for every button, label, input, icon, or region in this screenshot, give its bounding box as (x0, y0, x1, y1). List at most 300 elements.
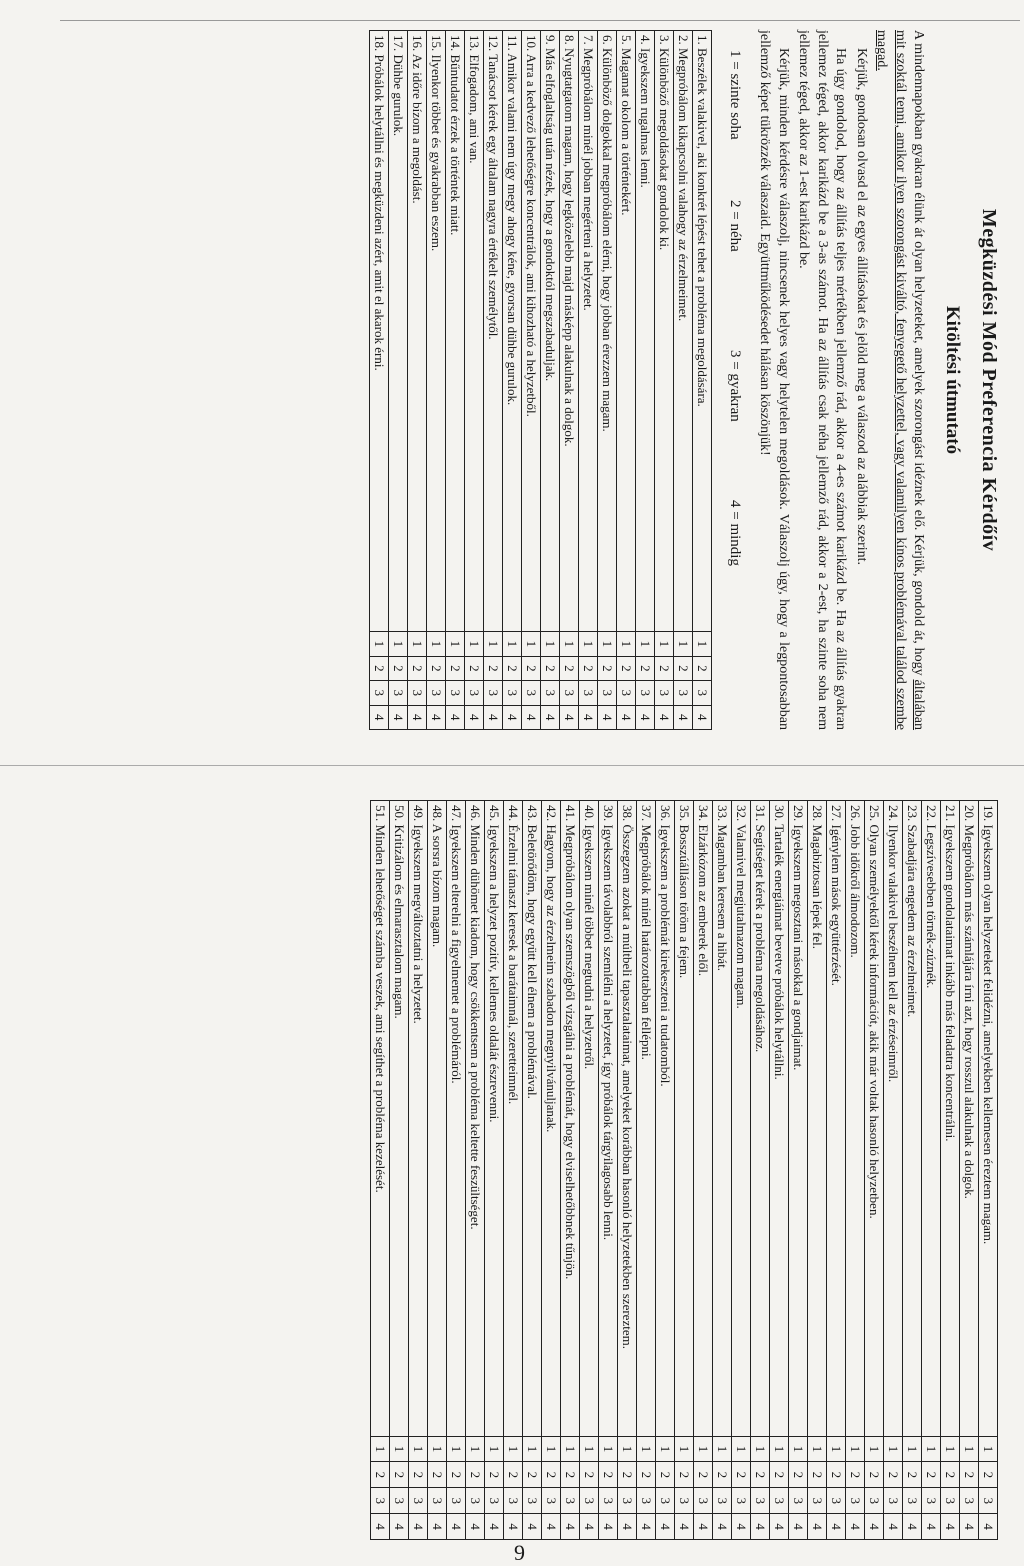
answer-option-3[interactable]: 3 (827, 1488, 846, 1514)
item-statement: 47. Igyekszem elterelni a figyelmemet a problémáról. (447, 801, 466, 1437)
answer-option-2[interactable]: 2 (635, 656, 654, 680)
answer-option-4[interactable]: 4 (466, 1514, 485, 1540)
table-row (694, 801, 713, 1540)
answer-option-1[interactable]: 1 (578, 632, 597, 656)
item-statement: 15. Ilyenkor többet és gyakrabban eszem. (426, 31, 445, 632)
item-statement: 40. Igyekszem minél többet megtudni a helyzetről. (580, 801, 599, 1437)
answer-option-3[interactable]: 3 (447, 1488, 466, 1514)
item-statement: 24. Ilyenkor valakivel beszélnem kell az érzéseimről. (884, 801, 903, 1437)
answer-option-4[interactable]: 4 (713, 1514, 732, 1540)
answer-option-1[interactable]: 1 (599, 1436, 618, 1462)
item-statement: 42. Hagyom, hogy az érzelmeim szabadon megnyilvánuljanak. (542, 801, 561, 1437)
scale-4: 4 = mindig (726, 500, 743, 566)
answer-option-2[interactable]: 2 (445, 656, 464, 680)
answer-option-4[interactable]: 4 (692, 705, 711, 729)
answer-option-1[interactable]: 1 (692, 632, 711, 656)
scale-1: 1 = szinte soha (726, 50, 743, 140)
answer-option-1[interactable]: 1 (960, 1436, 979, 1462)
answer-option-2[interactable]: 2 (540, 656, 559, 680)
item-statement: 20. Megpróbálom más számlájára írni azt, hogy rosszul alakulnak a dolgok. (960, 801, 979, 1437)
answer-option-4[interactable]: 4 (483, 705, 502, 729)
answer-option-3[interactable]: 3 (597, 681, 616, 705)
answer-option-4[interactable]: 4 (504, 1514, 523, 1540)
table-row (504, 801, 523, 1540)
answer-option-2[interactable]: 2 (599, 1462, 618, 1488)
answer-option-2[interactable]: 2 (407, 656, 426, 680)
answer-option-4[interactable]: 4 (884, 1514, 903, 1540)
item-statement: 9. Más elfoglaltság után nézek, hogy a gondoktól megszabaduljak. (540, 31, 559, 632)
answer-option-1[interactable]: 1 (521, 632, 540, 656)
answer-option-4[interactable]: 4 (464, 705, 483, 729)
answer-option-1[interactable]: 1 (637, 1436, 656, 1462)
item-statement: 7. Megpróbálom minél jobban megérteni a helyzetet. (578, 31, 597, 632)
answer-option-1[interactable]: 1 (466, 1436, 485, 1462)
answer-option-4[interactable]: 4 (656, 1514, 675, 1540)
table-row (827, 801, 846, 1540)
table-row (561, 801, 580, 1540)
answer-option-2[interactable]: 2 (409, 1462, 428, 1488)
page-fold-line (0, 765, 1024, 766)
answer-option-2[interactable]: 2 (502, 656, 521, 680)
answer-option-2[interactable]: 2 (770, 1462, 789, 1488)
table-row (635, 31, 654, 730)
answer-option-3[interactable]: 3 (751, 1488, 770, 1514)
item-statement: 22. Legszívesebben törnék-zúznék. (922, 801, 941, 1437)
answer-option-4[interactable]: 4 (599, 1514, 618, 1540)
answer-option-2[interactable]: 2 (504, 1462, 523, 1488)
answer-option-3[interactable]: 3 (578, 681, 597, 705)
answer-option-2[interactable]: 2 (713, 1462, 732, 1488)
answer-option-1[interactable]: 1 (616, 632, 635, 656)
answer-option-3[interactable]: 3 (960, 1488, 979, 1514)
item-statement: 21. Igyekszem gondolataimat inkább más feladatra koncentrálni. (941, 801, 960, 1437)
item-statement: 25. Olyan személyektől kérek információt, akik már voltak hasonló helyzetben. (865, 801, 884, 1437)
answer-option-2[interactable]: 2 (732, 1462, 751, 1488)
item-statement: 49. Igyekszem megváltoztatni a helyzetet. (409, 801, 428, 1437)
answer-option-4[interactable]: 4 (960, 1514, 979, 1540)
answer-option-2[interactable]: 2 (637, 1462, 656, 1488)
answer-option-3[interactable]: 3 (789, 1488, 808, 1514)
answer-option-2[interactable]: 2 (523, 1462, 542, 1488)
answer-option-3[interactable]: 3 (979, 1488, 998, 1514)
answer-option-4[interactable]: 4 (597, 705, 616, 729)
answer-option-2[interactable]: 2 (485, 1462, 504, 1488)
table-row (483, 31, 502, 730)
answer-option-4[interactable]: 4 (542, 1514, 561, 1540)
answer-option-1[interactable]: 1 (559, 632, 578, 656)
item-statement: 44. Érzelmi támaszt keresek a barátaimnál, szeretteimnél. (504, 801, 523, 1437)
answer-option-1[interactable]: 1 (656, 1436, 675, 1462)
table-row (578, 31, 597, 730)
answer-option-1[interactable]: 1 (542, 1436, 561, 1462)
table-row (540, 31, 559, 730)
answer-option-4[interactable]: 4 (390, 1514, 409, 1540)
answer-option-2[interactable]: 2 (654, 656, 673, 680)
answer-option-3[interactable]: 3 (637, 1488, 656, 1514)
answer-option-3[interactable]: 3 (675, 1488, 694, 1514)
answer-option-3[interactable]: 3 (654, 681, 673, 705)
answer-option-3[interactable]: 3 (523, 1488, 542, 1514)
answer-option-3[interactable]: 3 (407, 681, 426, 705)
questionnaire-part-2 (13, 800, 998, 1540)
answer-option-3[interactable]: 3 (428, 1488, 447, 1514)
answer-option-1[interactable]: 1 (979, 1436, 998, 1462)
answer-option-2[interactable]: 2 (979, 1462, 998, 1488)
table-row (884, 801, 903, 1540)
answer-option-4[interactable]: 4 (865, 1514, 884, 1540)
answer-option-2[interactable]: 2 (466, 1462, 485, 1488)
answer-option-3[interactable]: 3 (599, 1488, 618, 1514)
answer-option-1[interactable]: 1 (673, 632, 692, 656)
answer-option-3[interactable]: 3 (485, 1488, 504, 1514)
table-row (751, 801, 770, 1540)
table-row (466, 801, 485, 1540)
answer-option-4[interactable]: 4 (561, 1514, 580, 1540)
table-row (846, 801, 865, 1540)
answer-option-2[interactable]: 2 (846, 1462, 865, 1488)
answer-option-2[interactable]: 2 (580, 1462, 599, 1488)
answer-option-1[interactable]: 1 (751, 1436, 770, 1462)
answer-option-1[interactable]: 1 (675, 1436, 694, 1462)
scale-3: 3 = gyakran (726, 350, 743, 422)
table-row (409, 801, 428, 1540)
answer-option-4[interactable]: 4 (445, 705, 464, 729)
table-row (464, 31, 483, 730)
answer-option-1[interactable]: 1 (504, 1436, 523, 1462)
answer-option-2[interactable]: 2 (751, 1462, 770, 1488)
answer-option-2[interactable]: 2 (884, 1462, 903, 1488)
answer-option-4[interactable]: 4 (827, 1514, 846, 1540)
table-row (656, 801, 675, 1540)
item-statement: 38. Összegzem azokat a múltbeli tapasztalataimat, amelyeket korábban hasonló helyzetekben szereztem. (618, 801, 637, 1437)
item-statement: 29. Igyekszem megosztani másokkal a gondjaimat. (789, 801, 808, 1437)
answer-option-4[interactable]: 4 (523, 1514, 542, 1540)
answer-option-1[interactable]: 1 (884, 1436, 903, 1462)
answer-option-4[interactable]: 4 (580, 1514, 599, 1540)
answer-option-3[interactable]: 3 (884, 1488, 903, 1514)
table-row (426, 31, 445, 730)
answer-option-2[interactable]: 2 (827, 1462, 846, 1488)
answer-option-4[interactable]: 4 (808, 1514, 827, 1540)
answer-option-1[interactable]: 1 (523, 1436, 542, 1462)
item-statement: 39. Igyekszem távolabbról szemlélni a helyzetet, így próbálok tárgyilagosabb lenni. (599, 801, 618, 1437)
answer-option-4[interactable]: 4 (941, 1514, 960, 1540)
answer-option-4[interactable]: 4 (751, 1514, 770, 1540)
answer-option-4[interactable]: 4 (578, 705, 597, 729)
answer-option-3[interactable]: 3 (502, 681, 521, 705)
table-row (580, 801, 599, 1540)
item-statement: 35. Bosszúálláson töröm a fejem. (675, 801, 694, 1437)
item-statement: 6. Különböző dolgokkal megpróbálom elérni, hogy jobban érezzem magam. (597, 31, 616, 632)
answer-option-2[interactable]: 2 (597, 656, 616, 680)
answer-option-2[interactable]: 2 (808, 1462, 827, 1488)
answer-option-4[interactable]: 4 (635, 705, 654, 729)
table-row (616, 31, 635, 730)
answer-option-3[interactable]: 3 (409, 1488, 428, 1514)
answer-option-1[interactable]: 1 (409, 1436, 428, 1462)
answer-option-1[interactable]: 1 (464, 632, 483, 656)
answer-option-3[interactable]: 3 (371, 1488, 390, 1514)
answer-option-2[interactable]: 2 (561, 1462, 580, 1488)
item-statement: 41. Megpróbálom olyan szemszögből vizsgálni a problémát, hogy elviselhetőbbnek tűnjön. (561, 801, 580, 1437)
answer-option-4[interactable]: 4 (694, 1514, 713, 1540)
answer-option-3[interactable]: 3 (903, 1488, 922, 1514)
answer-option-4[interactable]: 4 (732, 1514, 751, 1540)
table-row (960, 801, 979, 1540)
instructions-text (755, 30, 927, 730)
table-row (371, 801, 390, 1540)
answer-option-3[interactable]: 3 (580, 1488, 599, 1514)
answer-option-4[interactable]: 4 (388, 705, 407, 729)
answer-option-4[interactable]: 4 (559, 705, 578, 729)
answer-option-4[interactable]: 4 (407, 705, 426, 729)
answer-option-2[interactable]: 2 (371, 1462, 390, 1488)
item-statement: 34. Elzárkózom az emberek elől. (694, 801, 713, 1437)
answer-option-2[interactable]: 2 (618, 1462, 637, 1488)
answer-option-3[interactable]: 3 (540, 681, 559, 705)
answer-option-1[interactable]: 1 (789, 1436, 808, 1462)
answer-option-2[interactable]: 2 (922, 1462, 941, 1488)
table-row (732, 801, 751, 1540)
answer-option-3[interactable]: 3 (466, 1488, 485, 1514)
answer-option-2[interactable]: 2 (673, 656, 692, 680)
answer-option-2[interactable]: 2 (447, 1462, 466, 1488)
answer-option-3[interactable]: 3 (504, 1488, 523, 1514)
item-statement: 18. Próbálok helytállni és megküzdeni azért, amit el akarok érni. (369, 31, 388, 632)
answer-option-2[interactable]: 2 (369, 656, 388, 680)
answer-option-2[interactable]: 2 (559, 656, 578, 680)
item-statement: 1. Beszélek valakivel, aki konkrét lépést tehet a probléma megoldására. (692, 31, 711, 632)
answer-option-3[interactable]: 3 (618, 1488, 637, 1514)
answer-option-1[interactable]: 1 (941, 1436, 960, 1462)
answer-option-3[interactable]: 3 (483, 681, 502, 705)
answer-option-2[interactable]: 2 (941, 1462, 960, 1488)
item-statement: 13. Elfogadom, ami van. (464, 31, 483, 632)
answer-option-3[interactable]: 3 (445, 681, 464, 705)
answer-option-3[interactable]: 3 (521, 681, 540, 705)
answer-option-4[interactable]: 4 (521, 705, 540, 729)
answer-option-3[interactable]: 3 (369, 681, 388, 705)
answer-option-3[interactable]: 3 (542, 1488, 561, 1514)
table-row (485, 801, 504, 1540)
instructions-heading: Kitöltési útmutató (942, 305, 963, 455)
answer-option-2[interactable]: 2 (616, 656, 635, 680)
answer-option-3[interactable]: 3 (673, 681, 692, 705)
answer-option-2[interactable]: 2 (675, 1462, 694, 1488)
scoring-paragraph: Ha úgy gondolod, hogy az állítás teljes mértékben jellemző rád, akkor a 4-es számot karikázd be. Ha az állítás gyakran jellemez téged, akkor karikázd be a 3-as számot. Ha az állítás csak néha jellemző rád, akkor a 2-est, ha szinte soha nem jellemez téged, akkor az 1-est karikázd be. (796, 30, 849, 730)
table-row (445, 31, 464, 730)
answer-option-2[interactable]: 2 (483, 656, 502, 680)
answer-option-3[interactable]: 3 (732, 1488, 751, 1514)
answer-option-1[interactable]: 1 (540, 632, 559, 656)
answer-option-4[interactable]: 4 (770, 1514, 789, 1540)
table-row (922, 801, 941, 1540)
answer-option-4[interactable]: 4 (789, 1514, 808, 1540)
answer-option-4[interactable]: 4 (540, 705, 559, 729)
answer-option-2[interactable]: 2 (903, 1462, 922, 1488)
table-row (808, 801, 827, 1540)
table-row (941, 801, 960, 1540)
answer-option-3[interactable]: 3 (922, 1488, 941, 1514)
answer-option-1[interactable]: 1 (694, 1436, 713, 1462)
answer-option-2[interactable]: 2 (656, 1462, 675, 1488)
answer-option-2[interactable]: 2 (542, 1462, 561, 1488)
answer-option-4[interactable]: 4 (654, 705, 673, 729)
answer-option-1[interactable]: 1 (654, 632, 673, 656)
answer-option-1[interactable]: 1 (618, 1436, 637, 1462)
answer-option-4[interactable]: 4 (903, 1514, 922, 1540)
answer-option-2[interactable]: 2 (521, 656, 540, 680)
answer-option-1[interactable]: 1 (808, 1436, 827, 1462)
answer-option-4[interactable]: 4 (409, 1514, 428, 1540)
answer-option-1[interactable]: 1 (597, 632, 616, 656)
answer-option-3[interactable]: 3 (846, 1488, 865, 1514)
answer-option-2[interactable]: 2 (464, 656, 483, 680)
answer-option-1[interactable]: 1 (502, 632, 521, 656)
table-row (618, 801, 637, 1540)
table-row (447, 801, 466, 1540)
answer-option-3[interactable]: 3 (808, 1488, 827, 1514)
answer-option-1[interactable]: 1 (426, 632, 445, 656)
answer-option-1[interactable]: 1 (865, 1436, 884, 1462)
answer-option-3[interactable]: 3 (390, 1488, 409, 1514)
answer-option-3[interactable]: 3 (561, 1488, 580, 1514)
answer-option-4[interactable]: 4 (369, 705, 388, 729)
answer-option-4[interactable]: 4 (618, 1514, 637, 1540)
answer-option-4[interactable]: 4 (426, 705, 445, 729)
answer-option-1[interactable]: 1 (407, 632, 426, 656)
answer-option-1[interactable]: 1 (580, 1436, 599, 1462)
table-row (559, 31, 578, 730)
item-statement: 12. Tanácsot kérek egy általam nagyra értékelt személytől. (483, 31, 502, 632)
item-statement: 32. Valamivel megjutalmazom magam. (732, 801, 751, 1437)
item-statement: 31. Segítséget kérek a probléma megoldásához. (751, 801, 770, 1437)
answer-option-4[interactable]: 4 (673, 705, 692, 729)
answer-option-1[interactable]: 1 (483, 632, 502, 656)
item-statement: 36. Igyekszem a problémát kirekeszteni a tudatomból. (656, 801, 675, 1437)
answer-option-1[interactable]: 1 (485, 1436, 504, 1462)
answer-option-3[interactable]: 3 (464, 681, 483, 705)
answer-option-2[interactable]: 2 (428, 1462, 447, 1488)
answer-option-4[interactable]: 4 (485, 1514, 504, 1540)
answer-option-4[interactable]: 4 (846, 1514, 865, 1540)
answer-option-2[interactable]: 2 (390, 1462, 409, 1488)
answer-option-3[interactable]: 3 (694, 1488, 713, 1514)
answer-option-3[interactable]: 3 (713, 1488, 732, 1514)
answer-option-2[interactable]: 2 (789, 1462, 808, 1488)
answer-option-1[interactable]: 1 (369, 632, 388, 656)
answer-option-4[interactable]: 4 (447, 1514, 466, 1540)
item-statement: 28. Magabiztosan lépek fel. (808, 801, 827, 1437)
answer-option-3[interactable]: 3 (865, 1488, 884, 1514)
instruction-paragraph: Kérjük, gondosan olvasd el az egyes állításokat és jelöld meg a válaszod az alábbiak szerint. (853, 48, 869, 566)
answer-option-1[interactable]: 1 (713, 1436, 732, 1462)
answer-option-4[interactable]: 4 (371, 1514, 390, 1540)
answer-option-1[interactable]: 1 (561, 1436, 580, 1462)
answer-option-2[interactable]: 2 (960, 1462, 979, 1488)
answer-option-2[interactable]: 2 (694, 1462, 713, 1488)
item-statement: 30. Tartalék energiáimat bevetve próbálok helytállni. (770, 801, 789, 1437)
table-row (903, 801, 922, 1540)
table-row (599, 801, 618, 1540)
answer-option-2[interactable]: 2 (865, 1462, 884, 1488)
answer-option-3[interactable]: 3 (616, 681, 635, 705)
answer-option-4[interactable]: 4 (637, 1514, 656, 1540)
answer-option-1[interactable]: 1 (388, 632, 407, 656)
item-statement: 48. A sorsra bízom magam. (428, 801, 447, 1437)
questionnaire-part-1 (15, 30, 1000, 730)
answer-option-1[interactable]: 1 (447, 1436, 466, 1462)
item-statement: 10. Arra a kedvező lehetőségre koncentrálok, ami kihozható a helyzetből. (521, 31, 540, 632)
answer-option-1[interactable]: 1 (445, 632, 464, 656)
answer-option-1[interactable]: 1 (770, 1436, 789, 1462)
answer-option-3[interactable]: 3 (426, 681, 445, 705)
item-statement: 8. Nyugtatgatom magam, hogy legközelebb majd másképp alakulnak a dolgok. (559, 31, 578, 632)
answer-option-1[interactable]: 1 (732, 1436, 751, 1462)
answer-option-4[interactable]: 4 (922, 1514, 941, 1540)
answer-option-3[interactable]: 3 (770, 1488, 789, 1514)
answer-option-1[interactable]: 1 (635, 632, 654, 656)
answer-option-4[interactable]: 4 (675, 1514, 694, 1540)
answer-scale (726, 30, 743, 730)
table-row (388, 31, 407, 730)
page-title: Megküzdési Mód Preferencia Kérdőív (978, 208, 1000, 552)
answer-option-3[interactable]: 3 (941, 1488, 960, 1514)
answer-option-1[interactable]: 1 (922, 1436, 941, 1462)
answer-option-2[interactable]: 2 (388, 656, 407, 680)
table-row (369, 31, 388, 730)
scale-2: 2 = néha (726, 200, 743, 252)
answer-option-3[interactable]: 3 (388, 681, 407, 705)
item-statement: 14. Bűntudatot érzek a történtek miatt. (445, 31, 464, 632)
item-statement: 26. Jobb időkről álmodozom. (846, 801, 865, 1437)
answer-option-1[interactable]: 1 (846, 1436, 865, 1462)
table-row (675, 801, 694, 1540)
table-row (692, 31, 711, 730)
answer-option-3[interactable]: 3 (635, 681, 654, 705)
answer-option-3[interactable]: 3 (656, 1488, 675, 1514)
answer-option-1[interactable]: 1 (390, 1436, 409, 1462)
items-table-part-1 (369, 30, 712, 730)
item-statement: 50. Kritizálom és elmarasztalom magam. (390, 801, 409, 1437)
item-statement: 17. Dühbe gurulok. (388, 31, 407, 632)
answer-option-1[interactable]: 1 (903, 1436, 922, 1462)
answer-option-2[interactable]: 2 (578, 656, 597, 680)
item-statement: 5. Magamat okolom a történtekért. (616, 31, 635, 632)
item-statement: 11. Amikor valami nem úgy megy ahogy kéne, gyorsan dühbe gurulok. (502, 31, 521, 632)
answer-option-2[interactable]: 2 (692, 656, 711, 680)
answer-option-4[interactable]: 4 (616, 705, 635, 729)
answer-option-4[interactable]: 4 (502, 705, 521, 729)
item-statement: 4. Igyekszem rugalmas lenni. (635, 31, 654, 632)
table-row (865, 801, 884, 1540)
answer-option-2[interactable]: 2 (426, 656, 445, 680)
table-row (428, 801, 447, 1540)
item-statement: 51. Minden lehetőséget számba veszek, ami segíthet a probléma kezelését. (371, 801, 390, 1437)
answer-option-3[interactable]: 3 (559, 681, 578, 705)
answer-option-1[interactable]: 1 (428, 1436, 447, 1462)
answer-option-1[interactable]: 1 (827, 1436, 846, 1462)
answer-option-4[interactable]: 4 (428, 1514, 447, 1540)
item-statement: 3. Különböző megoldásokat gondolok ki. (654, 31, 673, 632)
table-row (597, 31, 616, 730)
item-statement: 2. Megpróbálom kikapcsolni valahogy az érzelmeimet. (673, 31, 692, 632)
answer-option-4[interactable]: 4 (979, 1514, 998, 1540)
answer-option-3[interactable]: 3 (692, 681, 711, 705)
table-row (979, 801, 998, 1540)
item-statement: 19. Igyekszem olyan helyzeteket felidézni, amelyekben kellemesen éreztem magam. (979, 801, 998, 1437)
answer-option-1[interactable]: 1 (371, 1436, 390, 1462)
